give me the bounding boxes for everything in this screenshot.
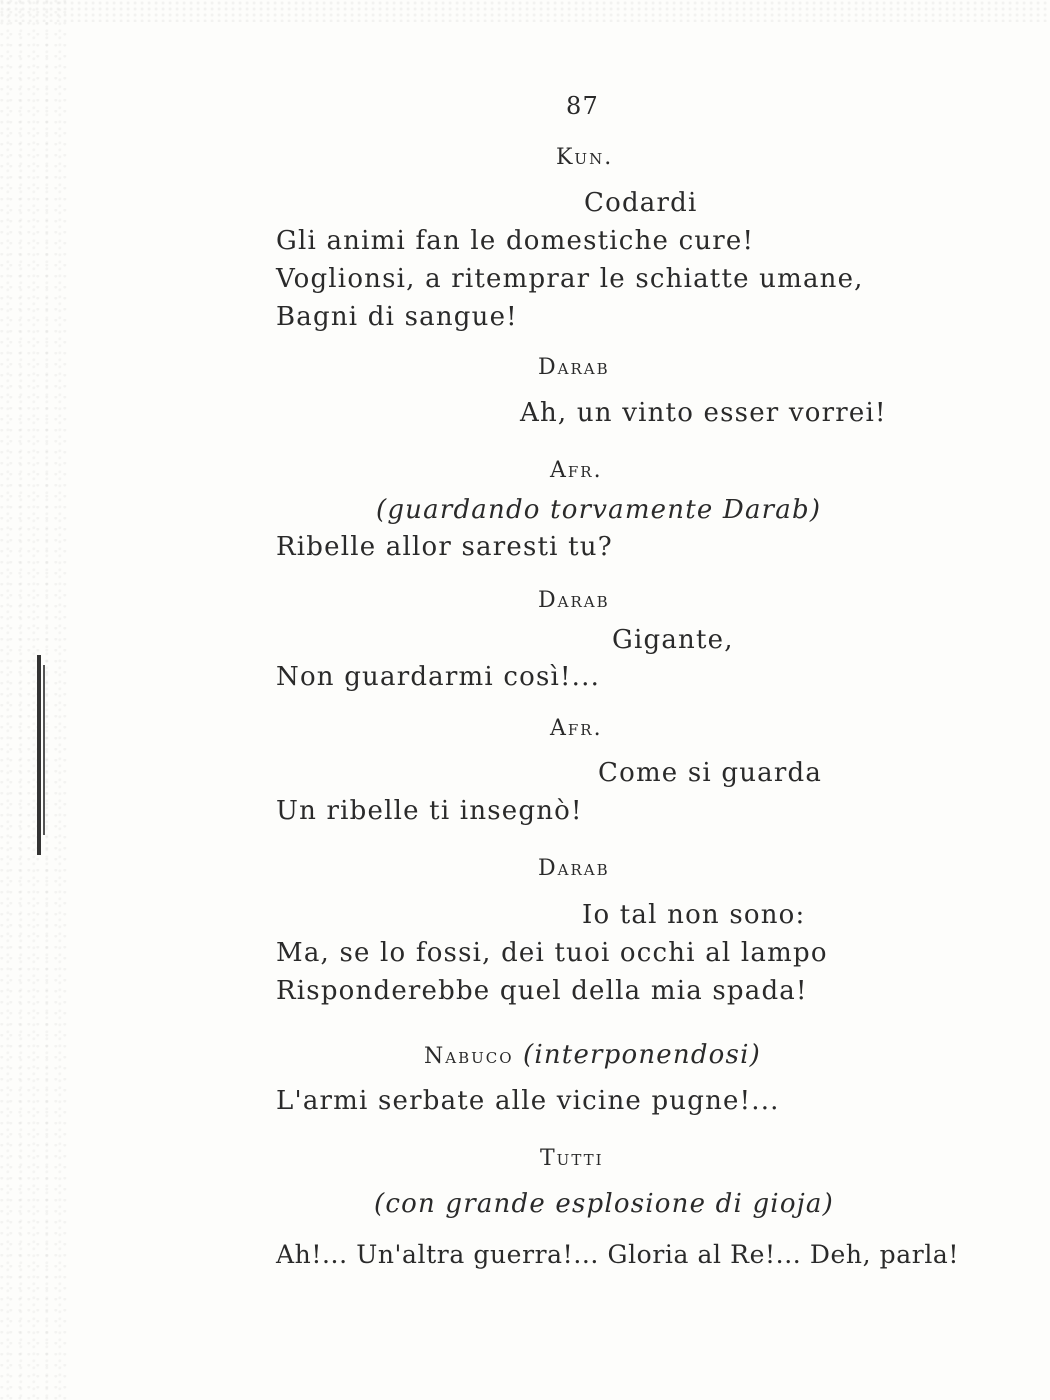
verse-line: Io tal non sono: bbox=[582, 900, 806, 930]
verse-line: Ah!... Un'altra guerra!... Gloria al Re!... Deh, parla! bbox=[276, 1240, 960, 1269]
verse-line: Codardi bbox=[584, 188, 698, 218]
stage-direction: (guardando torvamente Darab) bbox=[376, 495, 822, 525]
verse-line: Non guardarmi così!... bbox=[276, 662, 601, 692]
verse-line: Ribelle allor saresti tu? bbox=[276, 532, 613, 562]
speaker-afr: Afr. bbox=[550, 716, 603, 741]
page-top-texture bbox=[0, 0, 1050, 22]
verse-line: Un ribelle ti insegnò! bbox=[276, 796, 583, 826]
speaker-darab: Darab bbox=[538, 856, 610, 881]
stage-direction: (con grande esplosione di gioja) bbox=[374, 1189, 834, 1219]
speaker-nabuco-line bbox=[424, 1042, 761, 1068]
speaker-afr: Afr. bbox=[550, 458, 603, 483]
speaker-darab: Darab bbox=[538, 588, 610, 613]
page-edge-texture bbox=[0, 0, 70, 1400]
speaker-darab: Darab bbox=[538, 355, 610, 380]
verse-line: Ah, un vinto esser vorrei! bbox=[520, 398, 887, 428]
verse-line: Voglionsi, a ritemprar le schiatte umane, bbox=[276, 264, 864, 294]
binding-mark-secondary bbox=[43, 665, 45, 835]
verse-line: L'armi serbate alle vicine pugne!... bbox=[276, 1086, 780, 1116]
verse-line: Gli animi fan le domestiche cure! bbox=[276, 226, 755, 256]
speaker-tutti: Tutti bbox=[540, 1146, 604, 1171]
verse-line: Risponderebbe quel della mia spada! bbox=[276, 976, 808, 1006]
binding-mark bbox=[37, 655, 41, 855]
verse-line: Come si guarda bbox=[598, 758, 823, 788]
page-number: 87 bbox=[566, 92, 599, 120]
verse-line: Ma, se lo fossi, dei tuoi occhi al lampo bbox=[276, 938, 828, 968]
speaker-kun: Kun. bbox=[556, 145, 614, 170]
verse-line: Gigante, bbox=[612, 625, 734, 655]
speaker-nabuco: Nabuco bbox=[424, 1044, 514, 1069]
verse-line: Bagni di sangue! bbox=[276, 302, 518, 332]
stage-direction: (interponendosi) bbox=[523, 1040, 761, 1070]
